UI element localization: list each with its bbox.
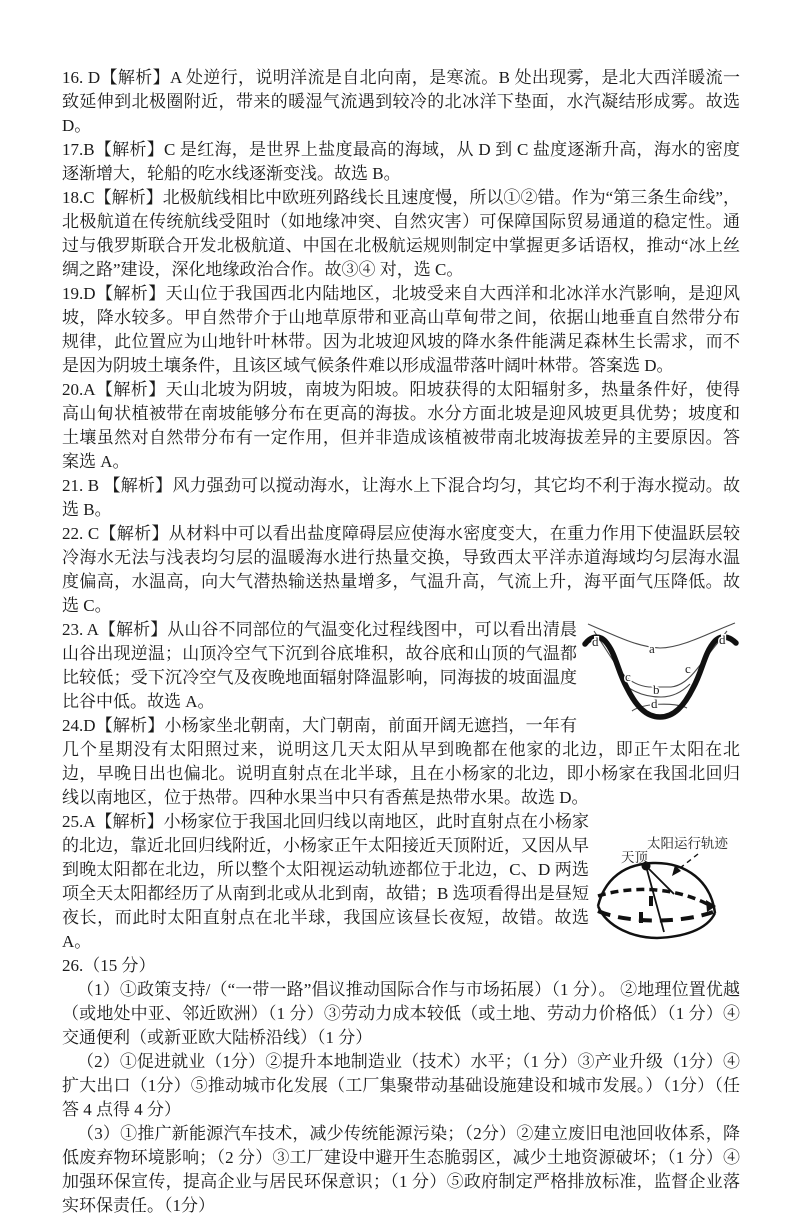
valley-label-d-left: d: [592, 634, 599, 649]
answer-22: 22. C【解析】从材料中可以看出盐度障碍层应使海水密度变大，在重力作用下使温跃层较冷海水无法与浅表均匀层的温暖海水进行热量交换，导致西太平洋赤道海域均匀层海水温度偏高，水温高，向大气潜热输送热量增多，气温升高，气流上升，海平面气压降低。故选 C。: [62, 524, 740, 615]
question-26-part-1: （1）①政策支持/（“一带一路”倡议推动国际合作与市场拓展）（1 分）。 ②地理位置优越（或地处中亚、邻近欧洲）（1 分）③劳动力成本较低（或土地、劳动力价格低）（1 分）④交通便利（或新亚欧大陆桥沿线）（1 分）: [62, 980, 740, 1047]
valley-isotherm-diagram: [583, 618, 740, 730]
question-26-part-3: （3）①推广新能源汽车技术，减少传统能源污染；（2分）②建立废旧电池回收体系，降低废弃物环境影响；（2 分）③工厂建设中避开生态脆弱区，减少土地资源破坏；（1 分）④加强环保宣传，提高企业与居民环保意识；（1 分）⑤政府制定严格排放标准，监督企业落实环保责任。（1分）: [62, 1124, 740, 1215]
sun-trajectory-dashed-lower: [598, 911, 713, 921]
isotherm-line-b: [629, 684, 690, 697]
zenith-label: 天顶: [621, 850, 648, 865]
answer-21: 21. B 【解析】风力强劲可以搅动海水，让海水上下混合均匀，其它均不利于海水搅动。故选 B。: [62, 476, 740, 519]
answer-25: 25.A【解析】小杨家位于我国北回归线以南地区，此时直射点在小杨家的北边，靠近北回归线附近，小杨家正午太阳接近天顶附近，又因从早到晚太阳都在北边，所以整个太阳视运动轨迹都位于北边，C、D 两选项全天太阳都经历了从南到北或从北到南，故错；B 选项看得出是昼短夜长，而此时太阳直射点在北半球，我国应该昼长夜短，故错。故选 A。: [62, 812, 589, 951]
valley-label-c-left: c: [625, 669, 631, 684]
sun-path-diagram: [595, 826, 740, 941]
valley-label-d-bottom: d: [651, 696, 658, 711]
dome-base-arc: [598, 906, 715, 938]
valley-label-a: a: [649, 641, 655, 656]
answer-17: 17.B【解析】C 是红海，是世界上盐度最高的海域，从 D 到 C 盐度逐渐升高，海水的密度逐渐增大，轮船的吃水线逐渐变浅。故选 B。: [62, 140, 740, 183]
answer-18: 18.C【解析】北极航线相比中欧班列路线长且速度慢，所以①②错。作为“第三条生命线”，北极航道在传统航线受阻时（如地缘冲突、自然灾害）可保障国际贸易通道的稳定性。通过与俄罗斯联合开发北极航道、中国在北极航运规则制定中掌握更多话语权，推动“冰上丝绸之路”建设，深化地缘政治合作。故③④ 对，选 C。: [62, 188, 740, 279]
valley-label-c-right: c: [685, 661, 691, 676]
sun-trajectory-label: 太阳运行轨迹: [647, 836, 728, 851]
question-26-part-2: （2）①促进就业（1分）②提升本地制造业（技术）水平；（1 分）③产业升级（1分）④扩大出口（1分）⑤推动城市化发展（工厂集聚带动基础设施建设和城市发展。）（1分）（任答 4 点得 4 分）: [62, 1052, 740, 1119]
valley-label-d-right: d: [719, 632, 726, 647]
answer-20: 20.A【解析】天山北坡为阴坡，南坡为阳坡。阳坡获得的太阳辐射多，热量条件好，使得高山甸状植被带在南坡能够分布在更高的海拔。水分方面北坡是迎风坡更具优势；坡度和土壤虽然对自然带分布有一定作用，但并非造成该植被带南北坡海拔差异的主要原因。答案选 A。: [62, 380, 740, 471]
answer-16: 16. D【解析】A 处逆行，说明洋流是自北向南，是寒流。B 处出现雾，是北大西洋暖流一致延伸到北极圈附近，带来的暖湿气流遇到较冷的北冰洋下垫面，水汽凝结形成雾。故选 D。: [62, 68, 740, 135]
question-26-header: 26.（15 分）: [62, 956, 156, 975]
answer-19: 19.D【解析】天山位于我国西北内陆地区，北坡受来自大西洋和北冰洋水汽影响，是迎风坡，降水较多。甲自然带介于山地草原带和亚高山草甸带之间，依据山地垂直自然带分布规律，此位置应为山地针叶林带。因为北坡迎风坡的降水条件能满足森林生长需求，而不是因为阴坡土壤条件，且该区域气候条件难以形成温带落叶阔叶林带。答案选 D。: [62, 284, 740, 375]
answer-23: 23. A【解析】从山谷不同部位的气温变化过程线图中，可以看出清晨山谷出现逆温；山顶冷空气下沉到谷底堆积，故谷底和山顶的气温都比较低；受下沉冷空气及夜晚地面辐射降温影响，同海拔的坡面温度比谷中低。故选 A。: [62, 620, 577, 711]
answer-24: 24.D【解析】小杨家坐北朝南，大门朝南，前面开阔无遮挡，一年有几个星期没有太阳照过来，说明这几天太阳从早到晚都在他家的北边，即正午太阳在北边，早晚日出也偏北。说明直射点在北半球，且在小杨家的北边，即小杨家在我国北回归线以南地区，位于热带。四种水果当中只有香蕉是热带水果。故选 D。: [62, 716, 740, 807]
valley-label-b: b: [653, 682, 660, 697]
